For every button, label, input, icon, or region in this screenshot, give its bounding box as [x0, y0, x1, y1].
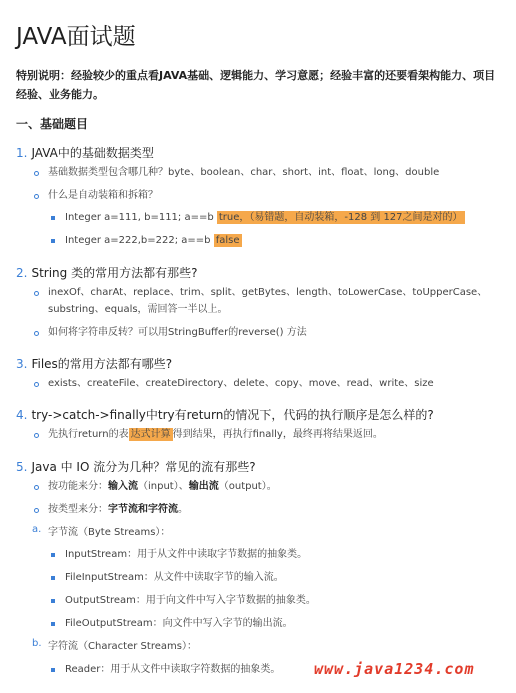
bold-text: 输入流: [108, 481, 138, 492]
bullet-square-icon: [51, 622, 55, 626]
list-item: inexOf、charAt、replace、trim、split、getBytes、length、toLowerCase、toUpperCase、substring、equals，需回答一半以上。: [48, 287, 488, 315]
list-item: 什么是自动装箱和拆箱？: [48, 190, 158, 201]
bullet-square-icon: [51, 668, 55, 672]
watermark: www.java1234.com: [314, 660, 475, 678]
list-text: 。: [178, 504, 188, 515]
bullet-square-icon: [51, 576, 55, 580]
question-5: [16, 458, 256, 475]
bullet-circle-icon: [34, 382, 39, 387]
question-text: String 类的常用方法都有那些?: [31, 266, 198, 280]
bullet-square-icon: [51, 216, 55, 220]
highlighted-text: false: [215, 235, 240, 246]
list-item: FileInputStream：从文件中读取字节的输入流。: [65, 572, 284, 583]
list-text: （input）、: [138, 481, 189, 492]
section-heading: 一、基础题目: [16, 117, 89, 131]
list-item: 如何将字符串反转？可以用StringBuffer的reverse() 方法: [48, 327, 307, 338]
list-text: （output）。: [218, 481, 277, 492]
bullet-square-icon: [51, 239, 55, 243]
list-item: [48, 426, 383, 443]
highlighted-text: true，（易错题，自动装箱，-128 到 127之间是对的）: [218, 212, 463, 223]
bullet-circle-icon: [34, 485, 39, 490]
bold-text: 输出流: [188, 481, 219, 492]
list-item: FileOutputStream：向文件中写入字节的输出流。: [65, 618, 293, 629]
question-number: 4.: [16, 408, 28, 422]
question-3: [16, 355, 172, 372]
list-item: [48, 478, 277, 495]
list-item: 基础数据类型包含哪几种？byte、boolean、char、short、int、float、long、double: [48, 167, 440, 178]
question-4: [16, 406, 434, 423]
question-text: Files的常用方法都有哪些?: [31, 357, 173, 371]
bullet-circle-icon: [34, 331, 39, 336]
question-number: 1.: [16, 146, 28, 160]
list-text: 按功能来分：: [48, 481, 108, 492]
list-item: [48, 501, 188, 518]
question-text: JAVA中的基础数据类型: [31, 146, 154, 160]
list-text: 按类型来分：: [48, 504, 108, 515]
list-item: Reader：用于从文件中读取字符数据的抽象类。: [65, 664, 281, 675]
bullet-circle-icon: [34, 291, 39, 296]
list-item: 字节流（Byte Streams）：: [48, 527, 171, 538]
intro-note: 特别说明：经验较少的重点看JAVA基础、逻辑能力、学习意愿；经验丰富的还要看架构能力、项目经验、业务能力。: [16, 69, 496, 101]
question-1: [16, 144, 154, 161]
question-text: Java 中 IO 流分为几种？常见的流有那些?: [31, 460, 256, 474]
highlighted-text: 达式计算: [130, 429, 171, 440]
sublist-label-a: a.: [32, 524, 42, 535]
list-item: InputStream：用于从文件中读取字节数据的抽象类。: [65, 549, 308, 560]
code-text: Integer a=222,b=222; a==b: [65, 235, 214, 246]
question-number: 5.: [16, 460, 28, 474]
list-text: 先执行return的表: [48, 429, 129, 440]
bullet-square-icon: [51, 599, 55, 603]
bullet-square-icon: [51, 553, 55, 557]
list-item: 字符流（Character Streams）：: [48, 641, 197, 652]
page-title: JAVA面试题: [16, 24, 136, 50]
list-item: [65, 232, 242, 249]
code-text: Integer a=111, b=111; a==b: [65, 212, 217, 223]
question-2: [16, 264, 197, 281]
question-number: 2.: [16, 266, 28, 280]
list-text: 得到结果，再执行finally，最终再将结果返回。: [172, 429, 383, 440]
sublist-label-b: b.: [32, 638, 42, 649]
bullet-circle-icon: [34, 194, 39, 199]
bullet-circle-icon: [34, 171, 39, 176]
bold-text: 字节流和字符流: [108, 504, 178, 515]
bullet-circle-icon: [34, 508, 39, 513]
bullet-circle-icon: [34, 433, 39, 438]
question-number: 3.: [16, 357, 28, 371]
list-item: [65, 209, 465, 226]
list-item: OutputStream：用于向文件中写入字节数据的抽象类。: [65, 595, 316, 606]
list-item: exists、createFile、createDirectory、delete、copy、move、read、write、size: [48, 378, 434, 389]
question-text: try->catch->finally中try有return的情况下，代码的执行顺序是怎么样的?: [31, 408, 434, 422]
